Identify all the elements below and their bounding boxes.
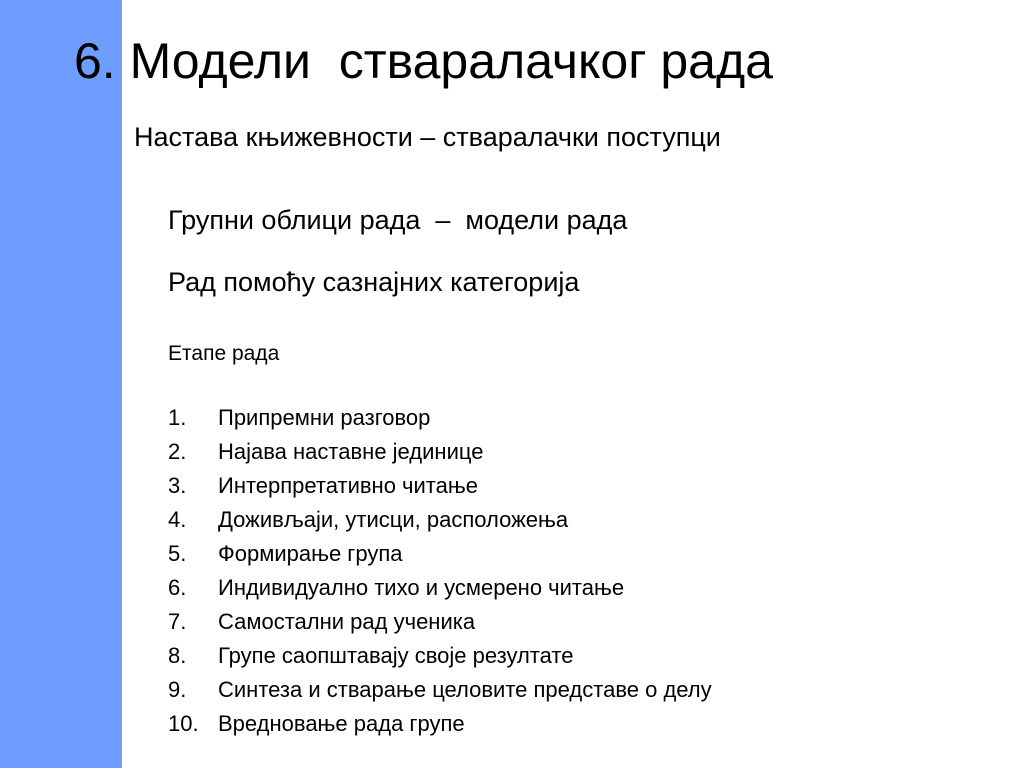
list-item-text: Најава наставне јединице: [218, 439, 484, 464]
cognitive-categories-line: Рад помоћу сазнајних категорија: [168, 267, 580, 297]
list-item-number: 2.: [168, 439, 187, 464]
slide-subtitle: Настава књижевности – стваралачки поступци: [134, 122, 721, 152]
list-item: [168, 401, 712, 435]
list-item-text: Припремни разговор: [218, 405, 431, 430]
list-item: [168, 469, 712, 503]
list-item-number: 5.: [168, 541, 187, 566]
list-item-number: 6.: [168, 575, 187, 600]
list-item-number: 8.: [168, 643, 187, 668]
stages-list: [168, 401, 712, 741]
list-item: [168, 673, 712, 707]
list-item-text: Вредновање рада групе: [218, 711, 465, 736]
list-item: [168, 503, 712, 537]
slide-title: 6. Модели стваралачког рада: [74, 33, 773, 89]
list-item-number: 3.: [168, 473, 187, 498]
list-item-text: Формирање група: [218, 541, 403, 566]
stages-heading: Етапе рада: [168, 342, 280, 365]
list-item-number: 10.: [168, 711, 199, 736]
accent-sidebar: [0, 0, 122, 768]
list-item-number: 7.: [168, 609, 187, 634]
list-item-text: Индивидуално тихо и усмерено читање: [218, 575, 625, 600]
list-item: [168, 571, 712, 605]
list-item-number: 1.: [168, 405, 187, 430]
list-item: [168, 435, 712, 469]
list-item-text: Интерпретативно читање: [218, 473, 478, 498]
list-item: [168, 639, 712, 673]
list-item: [168, 605, 712, 639]
list-item-text: Доживљаји, утисци, расположења: [218, 507, 569, 532]
list-item-text: Групе саопштавају своје резултате: [218, 643, 574, 668]
list-item-number: 9.: [168, 677, 187, 702]
list-item-text: Синтеза и стварање целовите представе о делу: [218, 677, 712, 702]
list-item: [168, 707, 712, 741]
list-item: [168, 537, 712, 571]
list-item-number: 4.: [168, 507, 187, 532]
group-work-line: Групни облици рада – модели рада: [168, 205, 628, 235]
list-item-text: Самостални рад ученика: [218, 609, 476, 634]
